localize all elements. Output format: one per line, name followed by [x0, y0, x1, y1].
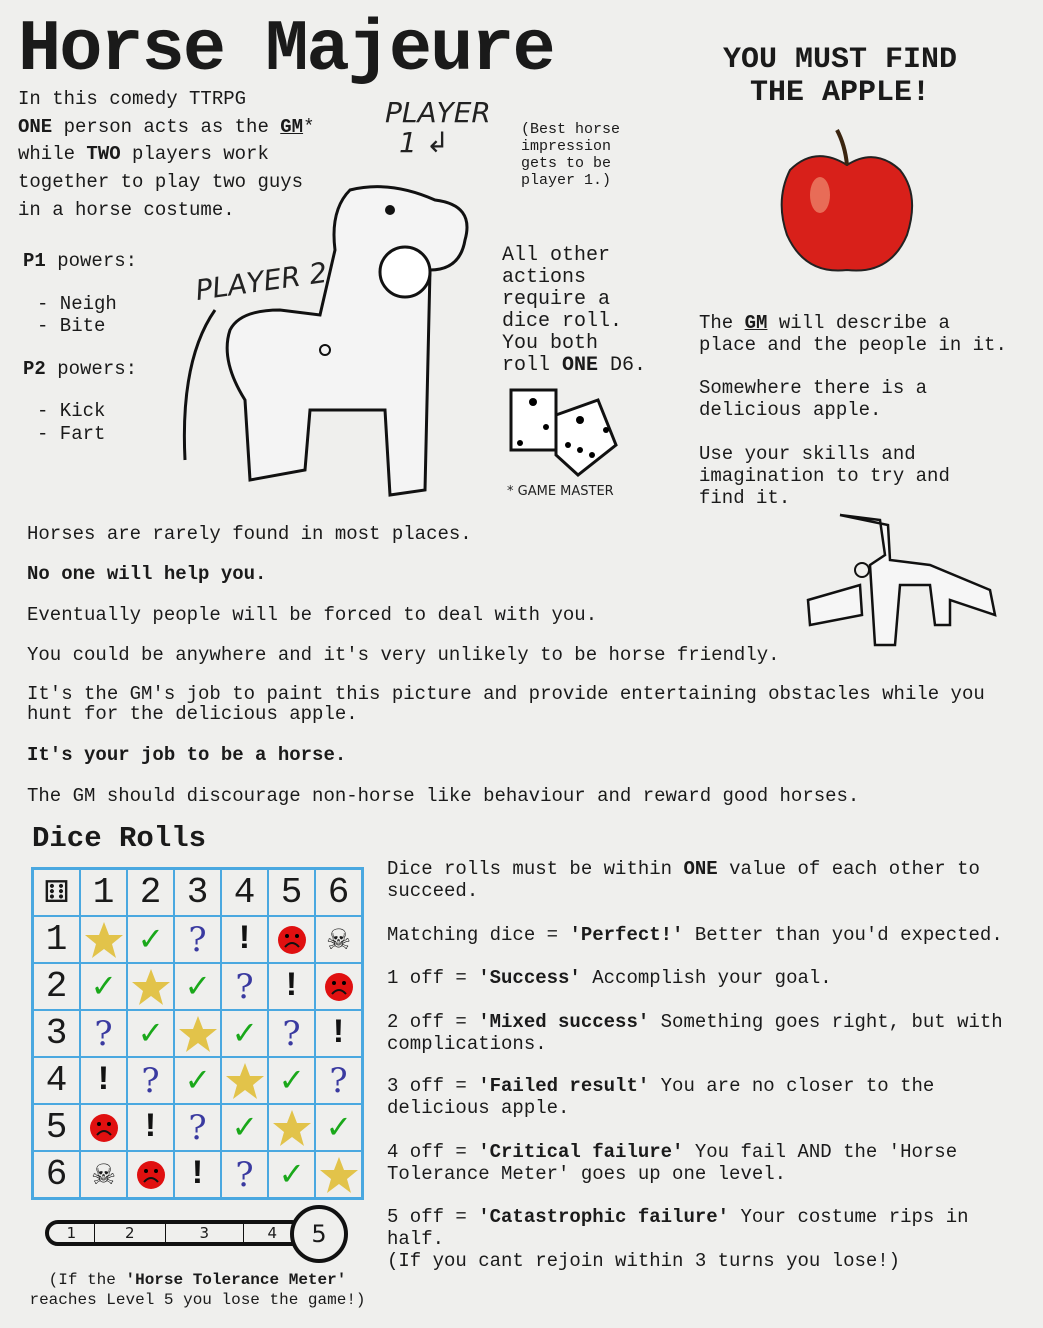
grid-cell [174, 1151, 221, 1198]
question-icon: ? [141, 1060, 160, 1101]
paragraph: It's your job to be a horse. [27, 744, 347, 766]
grid-cell [315, 1104, 362, 1151]
question-icon: ? [235, 966, 254, 1007]
check-icon: ✓ [92, 967, 115, 1008]
meter-level: 2 [95, 1224, 166, 1242]
column-header: 6 [315, 869, 362, 916]
rule: 1 off = 'Success' Accomplish your goal. [387, 967, 832, 989]
skull-icon: ☠ [325, 923, 352, 956]
grid-cell [127, 1104, 174, 1151]
column-header: 4 [221, 869, 268, 916]
meter-level-max: 5 [290, 1205, 348, 1263]
check-icon: ✓ [139, 1014, 162, 1055]
dice-results-grid [31, 867, 364, 1200]
intro-line: ONE person acts as the GM* [18, 115, 315, 138]
column-header: 2 [127, 869, 174, 916]
star-icon [225, 1061, 265, 1101]
check-icon: ✓ [280, 1061, 303, 1102]
grid-cell [80, 916, 127, 963]
grid-cell [127, 1151, 174, 1198]
p1-powers-label: P1 powers: [23, 250, 138, 272]
row-header: 4 [33, 1057, 80, 1104]
rule: 4 off = 'Critical failure' You fail AND the 'Horse Tolerance Meter' goes up one level. [387, 1141, 958, 1185]
exclaim-icon: ! [281, 967, 302, 1006]
grid-cell [174, 1104, 221, 1151]
frown-icon [89, 1113, 119, 1143]
paragraph: No one will help you. [27, 563, 267, 585]
exclaim-icon: ! [234, 920, 255, 959]
meter-level: 1 [49, 1224, 95, 1242]
question-icon: ? [94, 1013, 113, 1054]
check-icon: ✓ [233, 1108, 256, 1149]
grid-cell [221, 1057, 268, 1104]
row-header: 2 [33, 963, 80, 1010]
exclaim-icon: ! [93, 1061, 114, 1100]
p2-power: - Fart [37, 423, 106, 445]
exclaim-icon: ! [187, 1155, 208, 1194]
row-header: 1 [33, 916, 80, 963]
grid-cell [315, 1057, 362, 1104]
grid-cell [127, 916, 174, 963]
grid-cell [221, 1104, 268, 1151]
grid-cell [268, 1104, 315, 1151]
intro-line: in a horse costume. [18, 198, 235, 221]
star-icon [272, 1108, 312, 1148]
actions-text: All other actions require a dice roll. You both roll ONE D6. [502, 244, 647, 377]
grid-cell [268, 1151, 315, 1198]
rule: Dice rolls must be within ONE value of each other to succeed. [387, 858, 980, 902]
grid-cell [127, 1057, 174, 1104]
rule: Matching dice = 'Perfect!' Better than you'd expected. [387, 924, 1003, 946]
intro-line: while TWO players work [18, 143, 269, 166]
grid-cell [221, 1010, 268, 1057]
row-header: 3 [33, 1010, 80, 1057]
check-icon: ✓ [233, 1014, 256, 1055]
kicking-horse-illustration [800, 505, 1000, 660]
dice-corner-icon: ⚅ [33, 869, 80, 916]
column-header: 1 [80, 869, 127, 916]
frown-icon [277, 925, 307, 955]
question-icon: ? [188, 919, 207, 960]
grid-cell [80, 1104, 127, 1151]
grid-cell [80, 963, 127, 1010]
gm-footnote: * GAME MASTER [507, 484, 614, 499]
p1-power: - Bite [37, 315, 106, 337]
question-icon: ? [329, 1060, 348, 1101]
column-header: 5 [268, 869, 315, 916]
column-header: 3 [174, 869, 221, 916]
paragraph: Eventually people will be forced to deal with you. [27, 604, 598, 626]
grid-cell [221, 963, 268, 1010]
rule: 3 off = 'Failed result' You are no closer to the delicious apple. [387, 1075, 935, 1119]
frown-icon [324, 972, 354, 1002]
grid-cell [174, 963, 221, 1010]
grid-cell [221, 916, 268, 963]
headline: YOU MUST FIND THE APPLE! [722, 43, 958, 110]
meter-caption: (If the 'Horse Tolerance Meter' reaches Level 5 you lose the game!) [29, 1271, 366, 1309]
paragraph: Horses are rarely found in most places. [27, 523, 472, 545]
horse-costume-illustration [160, 160, 480, 500]
meter-level: 3 [166, 1224, 244, 1242]
paragraph: It's the GM's job to paint this picture and provide entertaining obstacles while you hunt for the delicious apple. [27, 683, 985, 725]
grid-cell [315, 1151, 362, 1198]
skull-icon: ☠ [90, 1158, 117, 1191]
exclaim-icon: ! [328, 1014, 349, 1053]
rule: 5 off = 'Catastrophic failure' Your costume rips in half. (If you cant rejoin within 3 turns you lose!) [387, 1206, 969, 1272]
apple-text: Somewhere there is a delicious apple. [699, 377, 928, 421]
grid-cell [315, 963, 362, 1010]
grid-cell [80, 1057, 127, 1104]
horse-tolerance-meter [45, 1205, 350, 1263]
grid-cell [174, 1010, 221, 1057]
paragraph: The GM should discourage non-horse like behaviour and reward good horses. [27, 785, 860, 807]
grid-cell [268, 1010, 315, 1057]
star-icon [131, 967, 171, 1007]
check-icon: ✓ [186, 967, 209, 1008]
row-header: 5 [33, 1104, 80, 1151]
grid-cell [174, 1057, 221, 1104]
check-icon: ✓ [139, 920, 162, 961]
best-horse-note: (Best horse impression gets to be player 1.) [521, 121, 621, 189]
exclaim-icon: ! [140, 1108, 161, 1147]
grid-cell [221, 1151, 268, 1198]
meter-level: 4 [267, 1224, 278, 1242]
row-header: 6 [33, 1151, 80, 1198]
rule: 2 off = 'Mixed success' Something goes right, but with complications. [387, 1011, 1003, 1055]
grid-cell [174, 916, 221, 963]
star-icon [319, 1155, 359, 1195]
intro-line: together to play two guys [18, 171, 304, 194]
gm-describes-text: The GM will describe a place and the people in it. [699, 312, 1007, 356]
skills-text: Use your skills and imagination to try and find it. [699, 443, 950, 509]
check-icon: ✓ [327, 1108, 350, 1149]
question-icon: ? [235, 1154, 254, 1195]
player1-label: PLAYER 1 ↲ [385, 96, 491, 159]
check-icon: ✓ [186, 1061, 209, 1102]
star-icon [178, 1014, 218, 1054]
player2-label: PLAYER 2 [193, 255, 330, 308]
p1-power: - Neigh [37, 293, 117, 315]
grid-cell [80, 1010, 127, 1057]
dice-icon [508, 385, 620, 480]
grid-cell [268, 1057, 315, 1104]
frown-icon [136, 1160, 166, 1190]
p2-powers-label: P2 powers: [23, 358, 138, 380]
check-icon: ✓ [280, 1155, 303, 1196]
grid-cell [80, 1151, 127, 1198]
paragraph: You could be anywhere and it's very unlikely to be horse friendly. [27, 644, 780, 666]
question-icon: ? [188, 1107, 207, 1148]
question-icon: ? [282, 1013, 301, 1054]
star-icon [84, 920, 124, 960]
grid-cell [315, 1010, 362, 1057]
grid-cell [127, 963, 174, 1010]
apple-illustration [775, 125, 920, 285]
intro-line: In this comedy TTRPG [18, 88, 247, 110]
grid-cell [268, 963, 315, 1010]
grid-cell [315, 916, 362, 963]
page-title: Horse Majeure [18, 9, 554, 91]
p2-power: - Kick [37, 400, 106, 422]
grid-cell [268, 916, 315, 963]
dice-rolls-heading: Dice Rolls [32, 822, 207, 855]
grid-cell [127, 1010, 174, 1057]
